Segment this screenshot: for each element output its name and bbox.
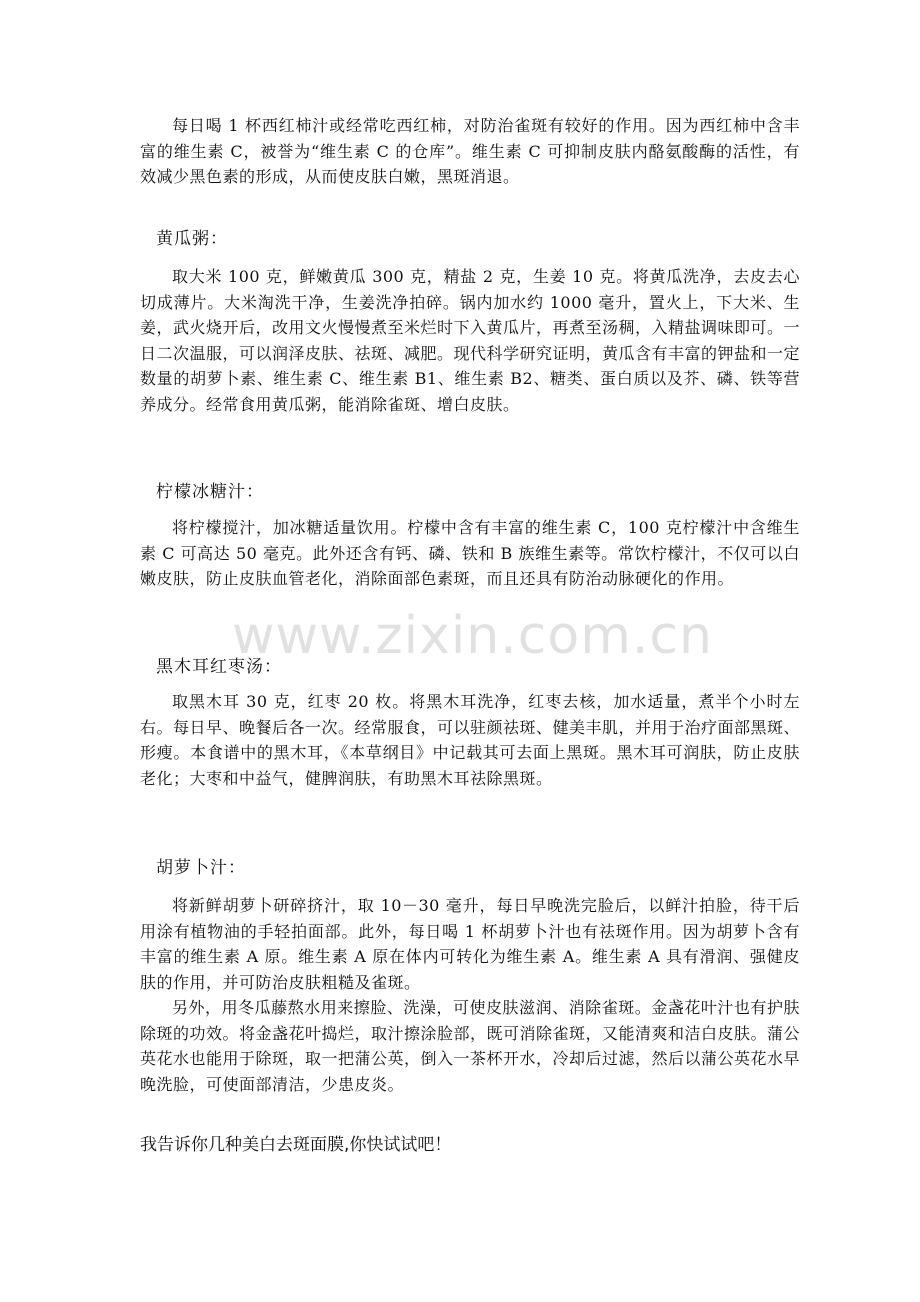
section-heading-cucumber-porridge: 黄瓜粥： — [156, 229, 228, 249]
section-heading-black-fungus-soup: 黑木耳红枣汤： — [156, 657, 282, 677]
section-paragraph-lemon-juice: 将柠檬搅汁，加冰糖适量饮用。柠檬中含有丰富的维生素 C，100 克柠檬汁中含维生素 C 可高达 50 毫克。此外还含有钙、磷、铁和 B 族维生素等。常饮柠檬汁，不仅可以白嫩皮肤，防止皮肤血管老化，消除面部色素斑，而且还具有防治动脉硬化的作用。 — [140, 518, 800, 588]
section-paragraph-other-remedies: 另外，用冬瓜藤熬水用来擦脸、洗澡，可使皮肤滋润、消除雀斑。金盏花叶汁也有护肤除斑的功效。将金盏花叶捣烂，取汁擦涂脸部，既可消除雀斑，又能清爽和洁白皮肤。蒲公英花水也能用于除斑，取一把蒲公英，倒入一茶杯开水，冷却后过滤，然后以蒲公英花水早晚洗脸，可使面部清洁，少患皮炎。 — [140, 998, 801, 1094]
section-heading-carrot-juice: 胡萝卜汁： — [156, 858, 246, 878]
section-paragraph-cucumber-porridge: 取大米 100 克，鲜嫩黄瓜 300 克，精盐 2 克，生姜 10 克。将黄瓜洗净，去皮去心切成薄片。大米淘洗干净，生姜洗净拍碎。锅内加水约 1000 毫升，置火上，下大米、生姜，武火烧开后，改用文火慢慢煮至米烂时下入黄瓜片，再煮至汤稠，入精盐调味即可。一日二次温服，可以润泽皮肤、祛斑、减肥。现代科学研究证明，黄瓜含有丰富的钾盐和一定数量的胡萝卜素、维生素 C、维生素 B1、维生素 B2、糖类、蛋白质以及芥、磷、铁等营养成分。经常食用黄瓜粥，能消除雀斑、增白皮肤。 — [140, 267, 801, 414]
watermark: www.zixin.com.cn — [232, 606, 713, 666]
section-paragraph-black-fungus-soup: 取黑木耳 30 克，红枣 20 枚。将黑木耳洗净，红枣去核，加水适量，煮半个小时左右。每日早、晚餐后各一次。经常服食，可以驻颜祛斑、健美丰肌，并用于治疗面部黑斑、形瘦。本食谱中的黑木耳，《本草纲目》中记载其可去面上黑斑。黑木耳可润肤，防止皮肤老化；大枣和中益气，健脾润肤，有助黑木耳祛除黑斑。 — [140, 692, 801, 788]
intro-paragraph: 每日喝 1 杯西红柿汁或经常吃西红柿，对防治雀斑有较好的作用。因为西红柿中含丰富的维生素 C，被誉为“维生素 C 的仓库”。维生素 C 可抑制皮肤内酪氨酸酶的活性，有效减少黑色素的形成，从而使皮肤白嫩，黑斑消退。 — [140, 116, 800, 186]
section-paragraph-carrot-juice: 将新鲜胡萝卜研碎挤汁，取 10－30 毫升，每日早晚洗完脸后，以鲜汁拍脸，待干后用涂有植物油的手轻拍面部。此外，每日喝 1 杯胡萝卜汁也有祛斑作用。因为胡萝卜含有丰富的维生素 A 原。维生素 A 原在体内可转化为维生素 A。维生素 A 具有滑润、强健皮肤的作用，并可防治皮肤粗糙及雀斑。 — [140, 896, 800, 992]
section-heading-lemon-juice: 柠檬冰糖汁： — [156, 482, 264, 502]
closing-line: 我告诉你几种美白去斑面膜,你快试试吧！ — [140, 1135, 452, 1155]
